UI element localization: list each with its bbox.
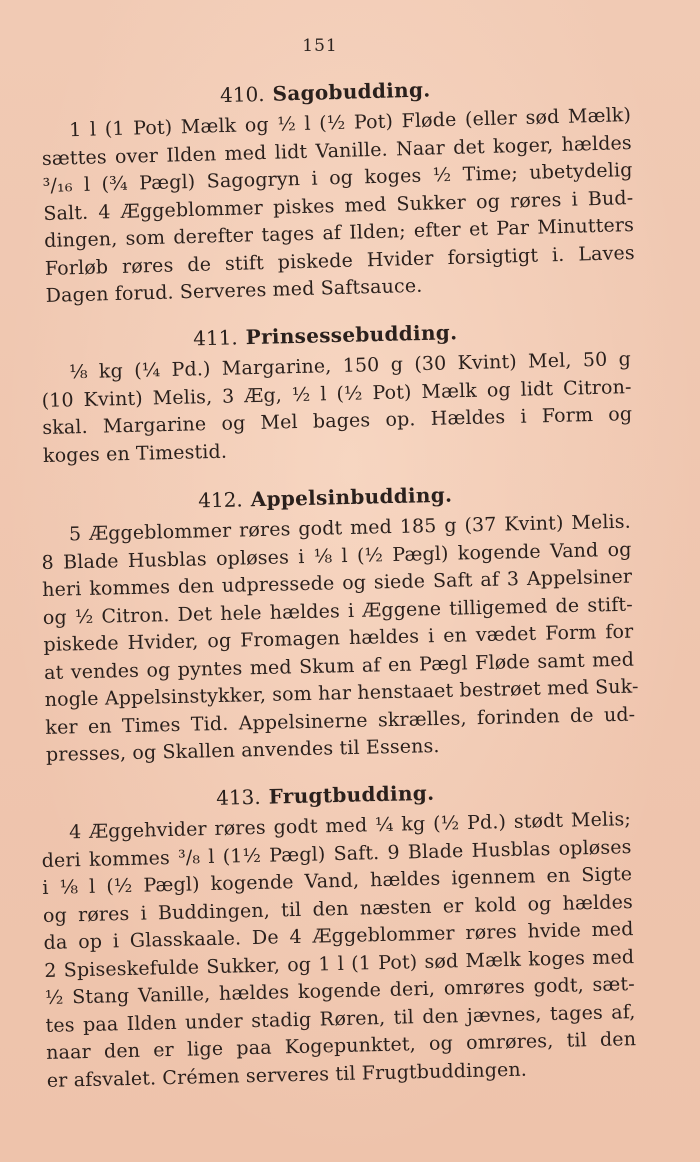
- recipe-text-line: piskede Hvider, og Fromagen hældes i en vædet Form for: [43, 620, 634, 656]
- recipe-text-line: presses, og Skallen anvendes til Essens.: [45, 735, 440, 766]
- recipe-text-line: ker en Times Tid. Appelsinerne skrælles, forinden de ud-: [45, 703, 636, 739]
- recipe-410: [40, 70, 636, 310]
- recipe-text-line: heri kommes den udpressede og siede Saft af 3 Appelsiner: [42, 565, 633, 601]
- recipe-text-line: i ⅛ l (½ Pægl) kogende Vand, hældes igennem en Sigte: [42, 863, 633, 899]
- recipe-number: 412.: [197, 487, 244, 513]
- recipe-text-line: nogle Appelsinstykker, som har henstaaet bestrøet med Suk-: [44, 675, 639, 711]
- recipe-number: 411.: [192, 325, 239, 351]
- recipe-text-line: og ½ Citron. Det hele hældes i Æggene tilligemed de stift-: [42, 593, 633, 629]
- recipe-text-line: koges en Timestid.: [42, 440, 228, 467]
- recipe-text-line: ⅛ kg (¼ Pd.) Margarine, 150 g (30 Kvint) Mel, 50 g: [68, 348, 632, 384]
- recipe-text-line: Forløb røres de stift piskede Hvider forsigtigt i. Laves: [44, 241, 636, 280]
- recipe-text-line: tes paa Ilden under stadig Røren, til den jævnes, tages af,: [45, 1000, 636, 1037]
- recipe-text-line: skal. Margarine og Mel bages op. Hældes i Form og: [42, 403, 633, 439]
- recipe-413: [40, 774, 637, 1095]
- recipe-number: 413.: [215, 784, 261, 810]
- recipe-text-line: 5 Æggeblommer røres godt med 185 g (37 Kvint) Melis.: [68, 510, 632, 546]
- recipe-text-line: ³/₁₆ l (¾ Pægl) Sagogryn i og koges ½ Time; ubetydelig: [42, 159, 633, 197]
- recipe-title: Sagobudding.: [272, 77, 431, 106]
- recipe-text-line: at vendes og pyntes med Skum af en Pægl Fløde samt med: [43, 648, 635, 684]
- recipe-text-line: 1 l (1 Pot) Mælk og ½ l (½ Pot) Fløde (eller sød Mælk): [68, 104, 632, 142]
- recipe-text-line: 2 Spiseskefulde Sukker, og 1 l (1 Pot) sød Mælk koges med: [44, 945, 635, 982]
- recipe-text-line: 8 Blade Husblas opløses i ⅛ l (½ Pægl) kogende Vand og: [41, 538, 632, 574]
- recipe-text-line: og røres i Buddingen, til den næsten er kold og hældes: [42, 890, 634, 927]
- recipe-text-line: da op i Glasskaale. De 4 Æggeblommer røres hvide med: [43, 918, 634, 954]
- recipe-text-line: dingen, som derefter tages af Ilden; efter et Par Minutters: [43, 213, 635, 252]
- recipe-text-line: Salt. 4 Æggeblommer piskes med Sukker og røres i Bud-: [43, 186, 634, 225]
- recipe-title: Frugtbudding.: [268, 780, 435, 809]
- recipe-412: [40, 477, 639, 770]
- page-number: 151: [302, 36, 338, 56]
- recipe-text-line: Dagen forud. Serveres med Saftsauce.: [45, 274, 423, 307]
- recipe-text-line: deri kommes ³/₈ l (1½ Pægl) Saft. 9 Blade Husblas opløses: [41, 835, 632, 872]
- recipe-411: [40, 314, 633, 470]
- recipe-text-line: er afsvalet. Crémen serveres til Frugtbuddingen.: [46, 1058, 528, 1092]
- recipe-number: 410.: [219, 81, 265, 108]
- recipe-text-line: 4 Æggehvider røres godt med ¼ kg (½ Pd.) stødt Melis;: [68, 808, 632, 844]
- recipe-title: Prinsessebudding.: [245, 320, 458, 350]
- recipe-text-line: (10 Kvint) Melis, 3 Æg, ½ l (½ Pot) Mælk og lidt Citron-: [41, 375, 632, 412]
- recipe-text-line: ½ Stang Vanille, hældes kogende deri, omrøres godt, sæt-: [44, 973, 636, 1009]
- recipe-text-line: naar den er lige paa Kogepunktet, og omrøres, til den: [45, 1028, 637, 1064]
- recipe-title: Appelsinbudding.: [250, 482, 453, 512]
- recipe-text-line: sættes over Ilden med lidt Vanille. Naar det koger, hældes: [41, 131, 633, 170]
